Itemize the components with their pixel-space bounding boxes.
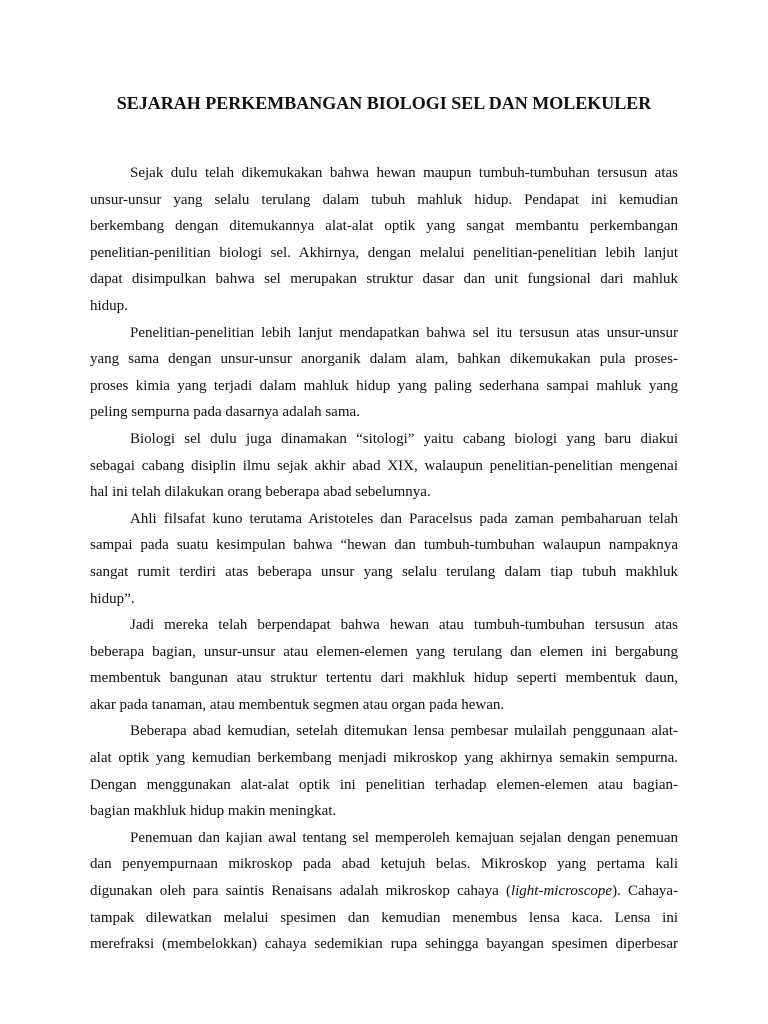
text-line: hidup. — [90, 297, 128, 314]
text-line: unsur-unsur yang selalu terulang dalam tubuh mahluk hidup. Pendapat ini kemudian — [90, 191, 678, 208]
text-line: Biologi sel dulu juga dinamakan “sitologi” yaitu cabang biologi yang baru diakui — [130, 430, 678, 447]
paragraph — [90, 718, 678, 824]
text-line: Jadi mereka telah berpendapat bahwa hewan atau tumbuh-tumbuhan tersusun atas — [130, 617, 678, 634]
text-line: Ahli filsafat kuno terutama Aristoteles dan Paracelsus pada zaman pembaharuan telah — [130, 510, 678, 527]
text-line: sangat rumit terdiri atas beberapa unsur yang selalu terulang dalam tiap tubuh makhluk — [90, 563, 678, 580]
text-line: alat optik yang kemudian berkembang menjadi mikroskop yang akhirnya semakin sempurna. — [90, 750, 678, 767]
paragraph — [90, 160, 678, 320]
text-line: berkembang dengan ditemukannya alat-alat optik yang sangat membantu perkembangan — [90, 218, 678, 235]
text-line: beberapa bagian, unsur-unsur atau elemen-elemen yang terulang dan elemen ini bergabung — [90, 643, 678, 660]
paragraph — [90, 426, 678, 506]
text-line: Penelitian-penelitian lebih lanjut mendapatkan bahwa sel itu tersusun atas unsur-unsur — [130, 324, 678, 341]
page-title: SEJARAH PERKEMBANGAN BIOLOGI SEL DAN MOLEKULER — [116, 93, 652, 113]
text-line: Dengan menggunakan alat-alat optik ini penelitian terhadap elemen-elemen atau bagian- — [90, 776, 678, 793]
text-line: Penemuan dan kajian awal tentang sel memperoleh kemajuan sejalan dengan penemuan — [130, 829, 678, 846]
text-line: merefraksi (membelokkan) cahaya sedemikian rupa sehingga bayangan spesimen diperbesar — [90, 936, 678, 953]
text-line: Sejak dulu telah dikemukakan bahwa hewan maupun tumbuh-tumbuhan tersusun atas — [130, 165, 678, 181]
text-line: yang sama dengan unsur-unsur anorganik dalam alam, bahkan dikemukakan pula proses- — [90, 351, 678, 368]
paragraph — [90, 320, 678, 426]
paragraph — [90, 506, 678, 612]
text-line: hal ini telah dilakukan orang beberapa abad sebelumnya. — [90, 484, 431, 501]
text-line: bagian makhluk hidup makin meningkat. — [90, 803, 337, 820]
text-segment: digunakan oleh para saintis Renaisans adalah mikroskop cahaya ( — [90, 883, 511, 900]
paragraph — [90, 825, 678, 958]
text-line: sebagai cabang disiplin ilmu sejak akhir abad XIX, walaupun penelitian-penelitian mengenai — [90, 457, 678, 474]
text-line: Beberapa abad kemudian, setelah ditemukan lensa pembesar mulailah penggunaan alat- — [130, 723, 678, 740]
text-line: dan penyempurnaan mikroskop pada abad ketujuh belas. Mikroskop yang pertama kali — [90, 856, 678, 873]
text-line: dapat disimpulkan bahwa sel merupakan struktur dasar dan unit fungsional dari mahluk — [90, 271, 678, 288]
text-line: membentuk bangunan atau struktur tertentu dari makhluk hidup seperti membentuk daun, — [90, 670, 678, 687]
text-line: hidup”. — [90, 590, 135, 607]
text-line — [90, 878, 678, 905]
text-segment: ). Cahaya- — [612, 883, 678, 900]
text-line: proses kimia yang terjadi dalam mahluk hidup yang paling sederhana sampai mahluk yang — [90, 377, 678, 394]
text-line: penelitian-penilitian biologi sel. Akhirnya, dengan melalui penelitian-penelitian lebih lanjut — [90, 244, 678, 261]
text-line: akar pada tanaman, atau membentuk segmen atau organ pada hewan. — [90, 696, 505, 713]
document-body — [90, 160, 678, 958]
paragraph — [90, 612, 678, 718]
italic-term: light-microscope — [510, 883, 613, 900]
text-line: tampak dilewatkan melalui spesimen dan kemudian menembus lensa kaca. Lensa ini — [90, 909, 678, 926]
text-line: peling sempurna pada dasarnya adalah sama. — [90, 404, 360, 421]
text-line: sampai pada suatu kesimpulan bahwa “hewan dan tumbuh-tumbuhan walaupun nampaknya — [90, 537, 678, 554]
